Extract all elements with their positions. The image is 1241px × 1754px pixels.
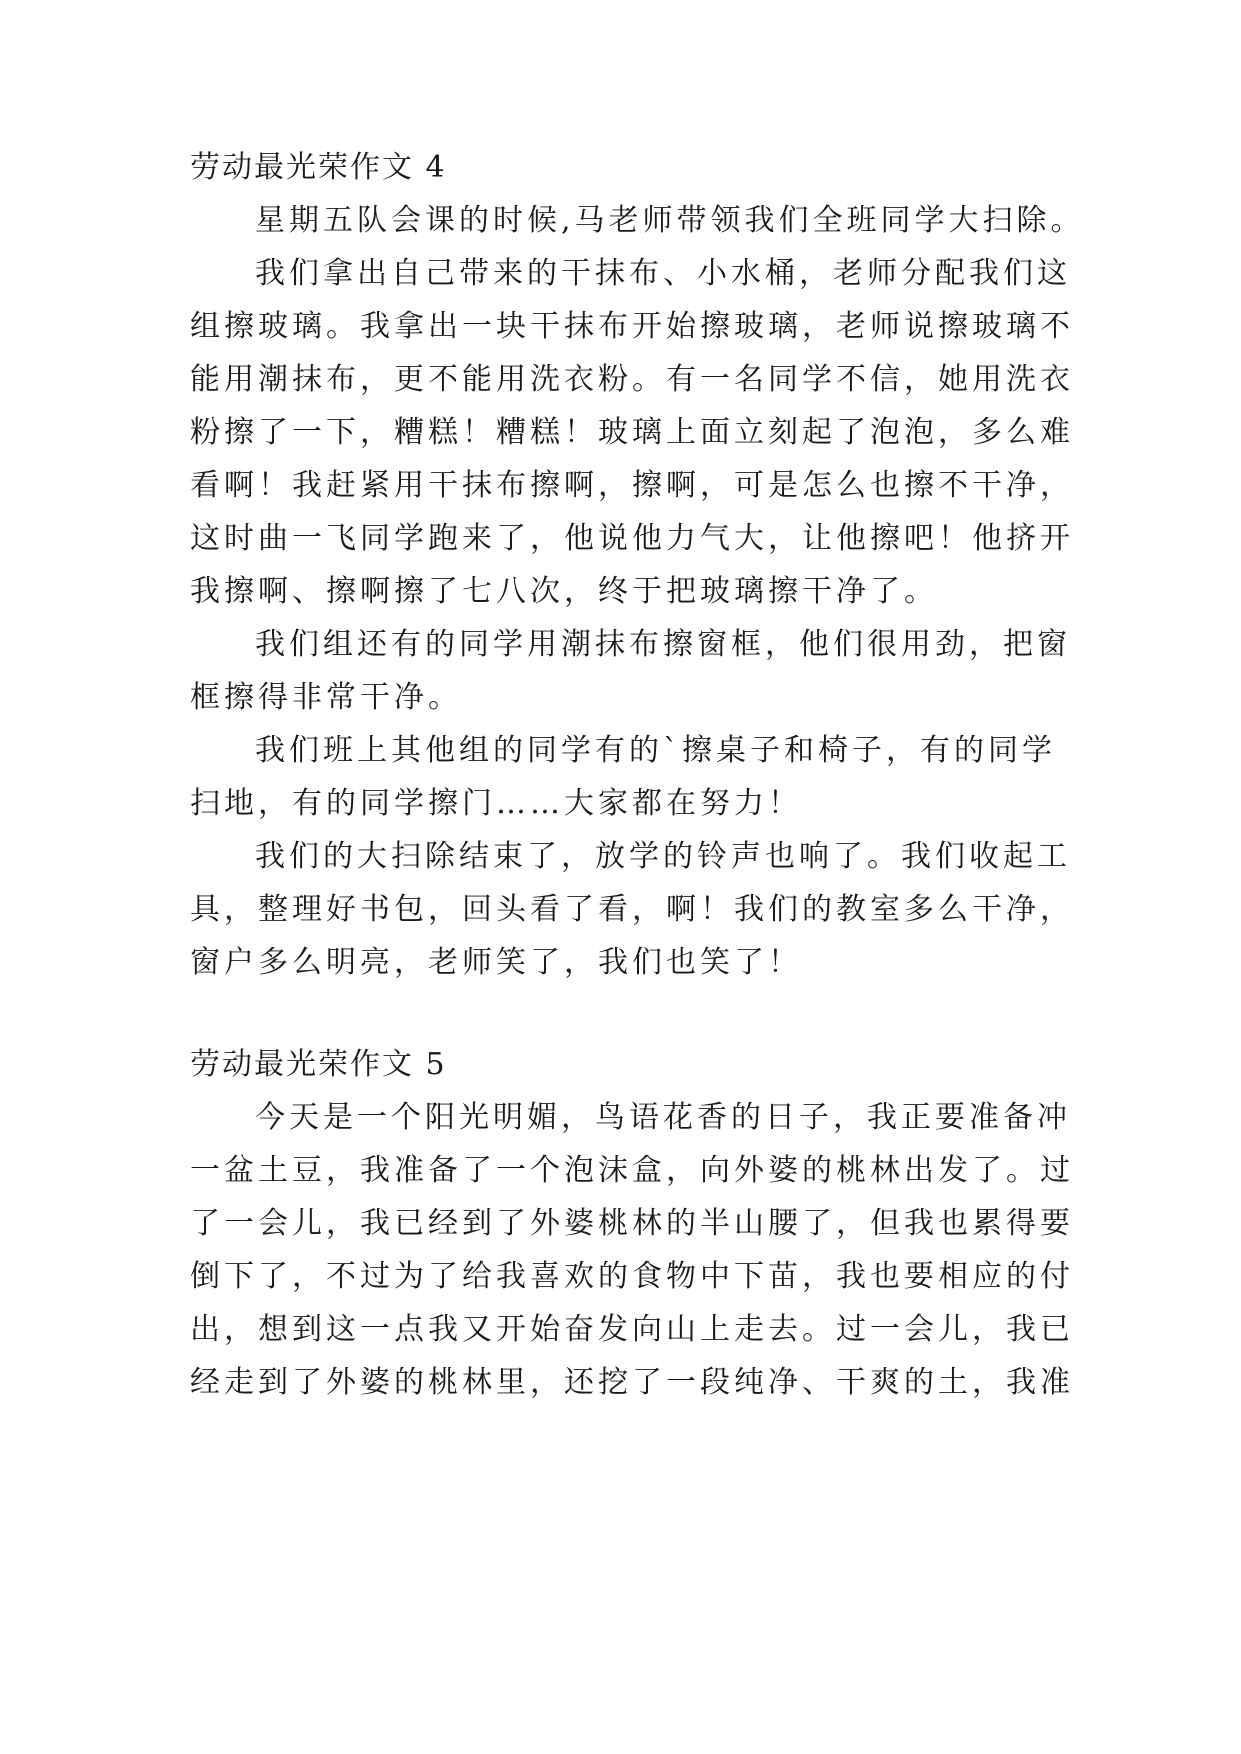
essay-title: 劳动最光荣作文 4 [190, 150, 447, 185]
paragraph-line: 我们班上其他组的同学有的`擦桌子和椅子，有的同学 [255, 733, 1056, 768]
paragraph-line: 倒下了，不过为了给我喜欢的食物中下苗，我也要相应的付 [190, 1259, 1074, 1294]
paragraph-line: 一盆土豆，我准备了一个泡沫盒，向外婆的桃林出发了。过 [190, 1153, 1074, 1188]
paragraph-line: 今天是一个阳光明媚，鸟语花香的日子，我正要准备冲 [255, 1100, 1071, 1135]
paragraph-line: 了一会儿，我已经到了外婆桃林的半山腰了，但我也累得要 [190, 1206, 1074, 1241]
paragraph-line: 看啊！我赶紧用干抹布擦啊，擦啊，可是怎么也擦不干净， [190, 468, 1074, 503]
paragraph-line: 出，想到这一点我又开始奋发向山上走去。过一会儿，我已 [190, 1312, 1074, 1347]
paragraph-line: 能用潮抹布，更不能用洗衣粉。有一名同学不信，她用洗衣 [190, 362, 1074, 397]
paragraph-line: 组擦玻璃。我拿出一块干抹布开始擦玻璃，老师说擦玻璃不 [190, 309, 1074, 344]
paragraph-line: 经走到了外婆的桃林里，还挖了一段纯净、干爽的土，我准 [190, 1365, 1074, 1400]
paragraph-line: 框擦得非常干净。 [190, 680, 462, 715]
paragraph-line: 我们拿出自己带来的干抹布、小水桶，老师分配我们这 [255, 256, 1071, 291]
essay-title: 劳动最光荣作文 5 [190, 1047, 447, 1082]
paragraph-line: 扫地，有的同学擦门……大家都在努力！ [190, 786, 802, 821]
paragraph-line: 粉擦了一下，糟糕！糟糕！玻璃上面立刻起了泡泡，多么难 [190, 415, 1074, 450]
paragraph-line: 星期五队会课的时候,马老师带领我们全班同学大扫除。 [255, 203, 1085, 238]
paragraph-line: 具，整理好书包，回头看了看，啊！我们的教室多么干净， [190, 892, 1074, 927]
paragraph-line: 窗户多么明亮，老师笑了，我们也笑了！ [190, 945, 802, 980]
paragraph-line: 这时曲一飞同学跑来了，他说他力气大，让他擦吧！他挤开 [190, 521, 1074, 556]
paragraph-line: 我们的大扫除结束了，放学的铃声也响了。我们收起工 [255, 839, 1071, 874]
paragraph-line: 我们组还有的同学用潮抹布擦窗框，他们很用劲，把窗 [255, 627, 1071, 662]
paragraph-line: 我擦啊、擦啊擦了七八次，终于把玻璃擦干净了。 [190, 574, 938, 609]
